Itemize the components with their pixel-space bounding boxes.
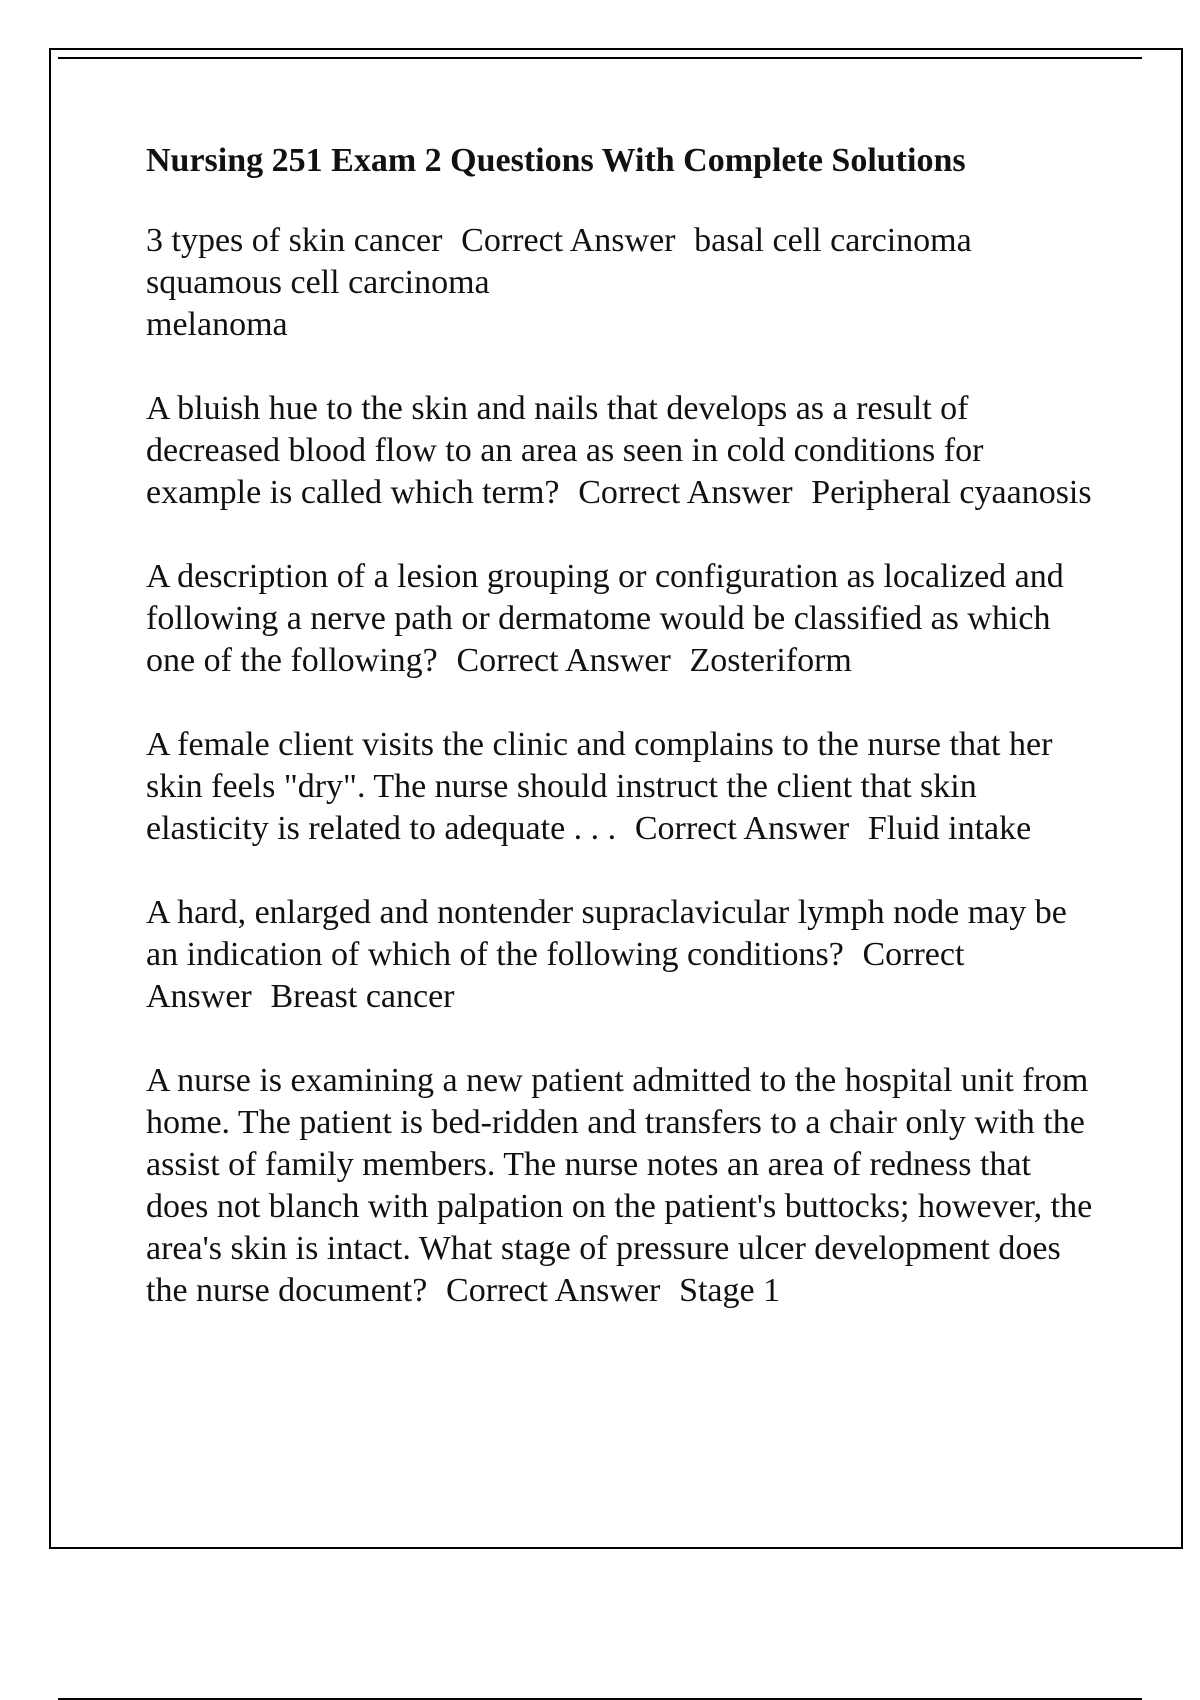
qa-item: [146, 1060, 1101, 1312]
qa-item: [146, 892, 1096, 1018]
correct-answer-label: Correct Answer: [578, 474, 793, 511]
correct-answer-label: Correct Answer: [146, 936, 972, 1015]
document-content: [146, 140, 1101, 1354]
qa-item: [146, 388, 1096, 514]
question-text: A description of a lesion grouping or configuration as localized and following a nerve path or dermatome would be classified as which one of the following?: [146, 558, 1073, 679]
answer-text: Fluid intake: [867, 810, 1032, 847]
correct-answer-label: Correct Answer: [461, 222, 676, 259]
document-title: Nursing 251 Exam 2 Questions With Complete Solutions: [146, 142, 966, 179]
answer-text: Stage 1: [679, 1272, 781, 1309]
question-text: A female client visits the clinic and complains to the nurse that her skin feels "dry". The nurse should instruct the client that skin elasticity is related to adequate . . .: [146, 726, 1061, 847]
qa-item: [146, 724, 1096, 850]
correct-answer-label: Correct Answer: [446, 1272, 661, 1309]
qa-item: [146, 220, 1096, 346]
question-text: A nurse is examining a new patient admitted to the hospital unit from home. The patient is bed-ridden and transfers to a chair only with the assist of family members. The nurse notes an area of redness that does not blanch with palpation on the patient's buttocks; however, the area's skin is intact. What stage of pressure ulcer development does the nurse document?: [146, 1062, 1101, 1309]
qa-item: [146, 556, 1096, 682]
answer-text: basal cell carcinoma squamous cell carcinoma melanoma: [146, 222, 972, 343]
correct-answer-label: Correct Answer: [456, 642, 671, 679]
question-text: 3 types of skin cancer: [146, 222, 443, 259]
top-rule-divider: [58, 57, 1142, 59]
answer-text: Breast cancer: [270, 978, 455, 1015]
answer-text: Zosteriform: [689, 642, 852, 679]
question-text: A bluish hue to the skin and nails that develops as a result of decreased blood flow to an area as seen in cold conditions for example is called which term?: [146, 390, 992, 511]
correct-answer-label: Correct Answer: [634, 810, 850, 847]
answer-text: Peripheral cyaanosis: [811, 474, 1092, 511]
question-text: A hard, enlarged and nontender supraclavicular lymph node may be an indication of which of the following conditions?: [146, 894, 1076, 973]
